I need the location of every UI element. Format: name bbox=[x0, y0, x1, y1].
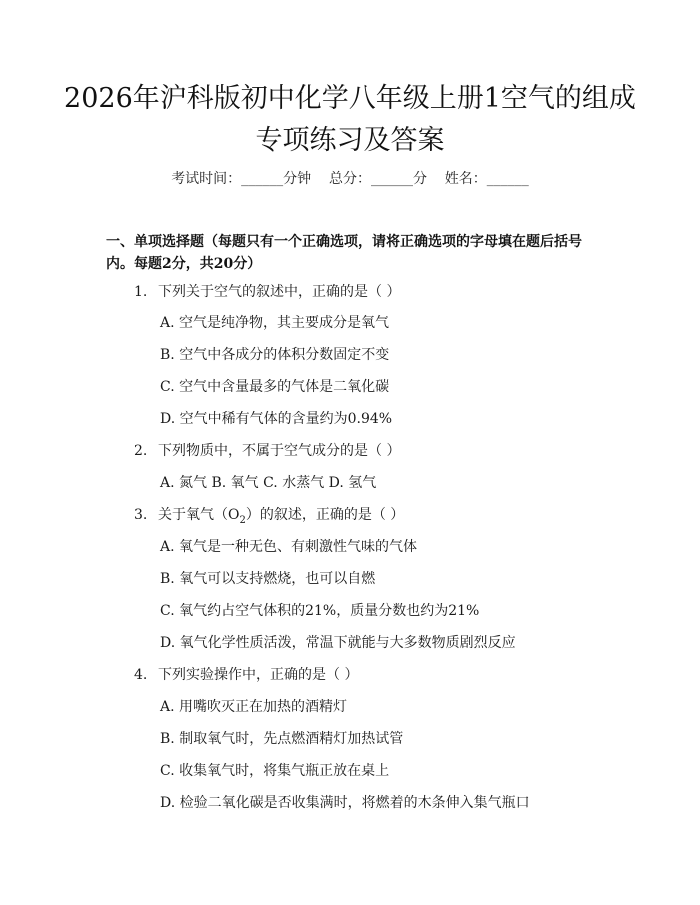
question-1-option-b: B. 空气中各成分的体积分数固定不变 bbox=[160, 347, 390, 363]
question-4-option-b: B. 制取氧气时，先点燃酒精灯加热试管 bbox=[160, 731, 404, 747]
question-3 bbox=[134, 505, 404, 531]
question-4 bbox=[134, 665, 358, 685]
question-1 bbox=[134, 282, 400, 302]
question-stem: 下列关于空气的叙述中，正确的是（ ） bbox=[158, 284, 401, 300]
section-heading: 一、单项选择题（每题只有一个正确选项，请将正确选项的字母填在题后括号内。每题2分，共20分） bbox=[106, 234, 582, 272]
question-stem: 下列物质中，不属于空气成分的是（ ） bbox=[158, 443, 401, 459]
question-number: 1. bbox=[134, 284, 148, 300]
oxygen-subscript: 2 bbox=[239, 514, 246, 526]
question-2 bbox=[134, 441, 400, 461]
exam-info-line: 考试时间：______分钟 总分：______分 姓名：______ bbox=[171, 171, 529, 187]
question-stem-pre: 关于氧气（O bbox=[158, 507, 240, 523]
document-title: 2026年沪科版初中化学八年级上册1空气的组成专项练习及答案 bbox=[64, 83, 636, 156]
question-1-option-d: D. 空气中稀有气体的含量约为0.94% bbox=[160, 411, 393, 427]
question-2-options: A. 氮气 B. 氧气 C. 水蒸气 D. 氢气 bbox=[160, 475, 377, 491]
question-number: 3. bbox=[134, 507, 148, 523]
question-number: 2. bbox=[134, 443, 148, 459]
question-4-option-c: C. 收集氧气时，将集气瓶正放在桌上 bbox=[160, 763, 390, 779]
question-1-option-a: A. 空气是纯净物，其主要成分是氧气 bbox=[160, 315, 390, 331]
question-3-option-a: A. 氧气是一种无色、有刺激性气味的气体 bbox=[160, 539, 418, 555]
question-4-option-a: A. 用嘴吹灭正在加热的酒精灯 bbox=[160, 699, 348, 715]
question-3-option-b: B. 氧气可以支持燃烧，也可以自燃 bbox=[160, 571, 376, 587]
question-number: 4. bbox=[134, 667, 148, 683]
question-4-option-d: D. 检验二氧化碳是否收集满时，将燃着的木条伸入集气瓶口 bbox=[160, 795, 530, 811]
question-3-option-d: D. 氧气化学性质活泼，常温下就能与大多数物质剧烈反应 bbox=[160, 635, 516, 651]
question-3-option-c: C. 氧气约占空气体积的21%，质量分数也约为21% bbox=[160, 603, 480, 619]
question-stem-post: ）的叙述，正确的是（ ） bbox=[245, 507, 405, 523]
question-stem: 下列实验操作中，正确的是（ ） bbox=[158, 667, 359, 683]
question-1-option-c: C. 空气中含量最多的气体是二氧化碳 bbox=[160, 379, 390, 395]
